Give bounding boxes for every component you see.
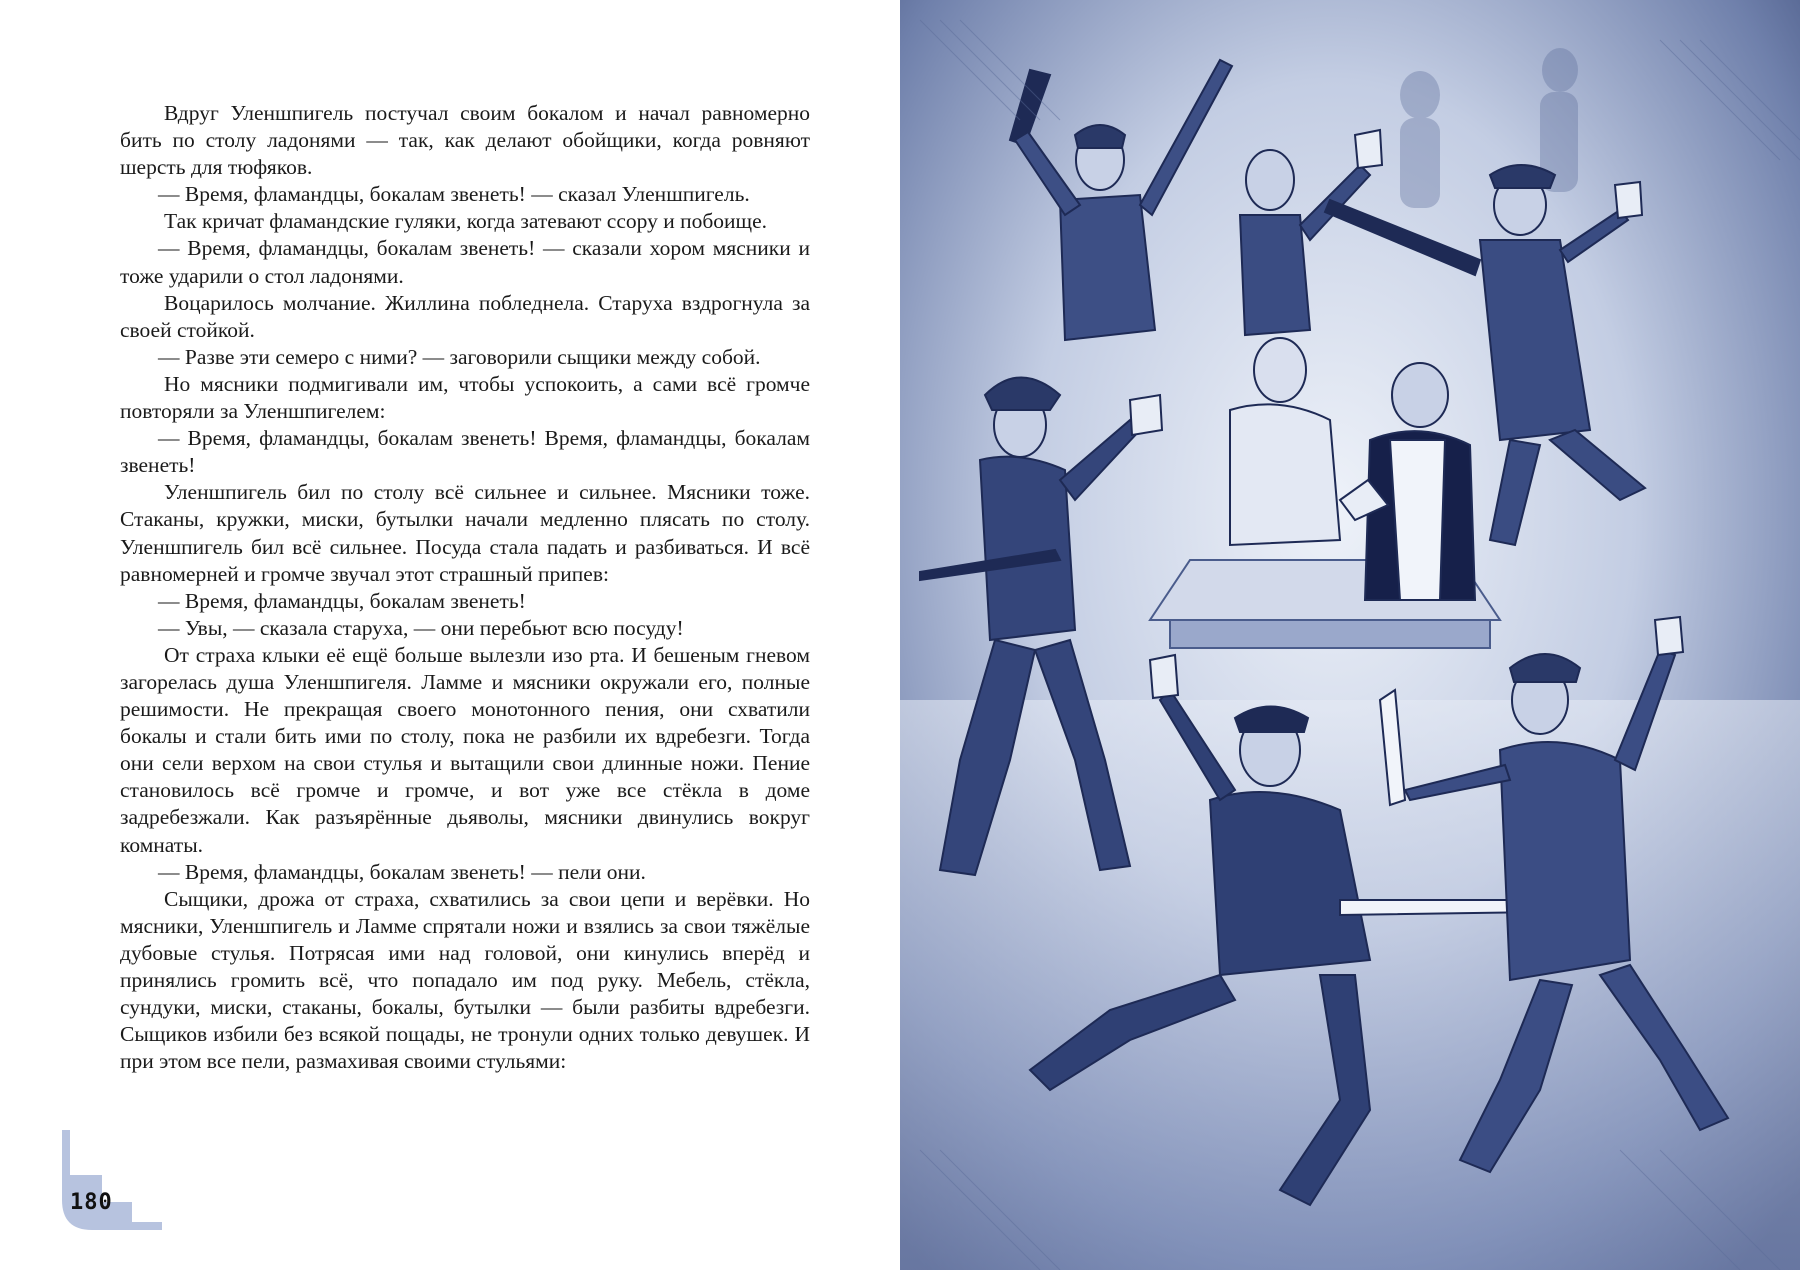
paragraph: Сыщики, дрожа от страха, схватились за свои цепи и верёвки. Но мясники, Уленшпигель и Ламме спрятали ножи и взялись за свои тяжёлые дубовые стулья. Потрясая ими над головой, они кинулись вперёд и принялись громить всё, что попадало им под руку. Мебель, стёкла, сундуки, миски, стаканы, бокалы, бутылки — были разбиты вдребезги. Сыщиков избили без всякой пощады, не тронули одних только девушек. И при этом все пели, размахивая своими стульями: [120, 886, 810, 1074]
paragraph: От страха клыки её ещё больше вылезли изо рта. И бешеным гневом загорелась душа Уленшпигеля. Ламме и мясники окружали его, полные решимости. Не прекращая своего монотонного пения, они схватили бокалы и стали бить ими по столу, пока не разбили их вдребезги. Тогда они сели верхом на свои стулья и вытащили свои длинные ножи. Пение становилось всё громче и громче, и вот уже все стёкла в доме задребезжали. Как разъярённые дьяволы, мясники двинулись вокруг комнаты. [120, 642, 810, 857]
paragraph: Но мясники подмигивали им, чтобы успокоить, а сами всё громче повторяли за Уленшпигелем: [120, 371, 810, 424]
paragraph: — Время, фламандцы, бокалам звенеть! [158, 588, 526, 613]
illustration [900, 0, 1800, 1270]
paragraph: — Разве эти семеро с ними? — заговорили сыщики между собой. [158, 344, 761, 369]
paragraph: — Время, фламандцы, бокалам звенеть! — пели они. [158, 859, 646, 884]
paragraph: — Время, фламандцы, бокалам звенеть! Время, фламандцы, бокалам звенеть! [120, 426, 810, 478]
folio-ornament [62, 1130, 162, 1230]
body-text [120, 100, 810, 1075]
paragraph: Воцарилось молчание. Жиллина побледнела. Старуха вздрогнула за своей стойкой. [120, 290, 810, 342]
page-number: 180 [70, 1190, 113, 1215]
paragraph: Уленшпигель бил по столу всё сильнее и сильнее. Мясники тоже. Стаканы, кружки, миски, бутылки начали медленно плясать по столу. Уленшпигель бил всё сильнее. Посуда стала падать и разбиваться. И всё равномерней и громче звучал этот страшный припев: [120, 480, 810, 586]
paragraph: Вдруг Уленшпигель постучал своим бокалом и начал равномерно бить по столу ладонями — так, как делают обойщики, когда ровняют шерсть для тюфяков. [120, 101, 810, 180]
paragraph: Так кричат фламандские гуляки, когда затевают ссору и побоище. [164, 209, 768, 234]
illustration-drawing [900, 0, 1800, 1270]
paragraph: — Увы, — сказала старуха, — они перебьют всю посуду! [158, 615, 684, 640]
paragraph: — Время, фламандцы, бокалам звенеть! — сказал Уленшпигель. [158, 182, 750, 207]
paragraph: — Время, фламандцы, бокалам звенеть! — сказали хором мясники и тоже ударили о стол ладонями. [120, 236, 810, 288]
